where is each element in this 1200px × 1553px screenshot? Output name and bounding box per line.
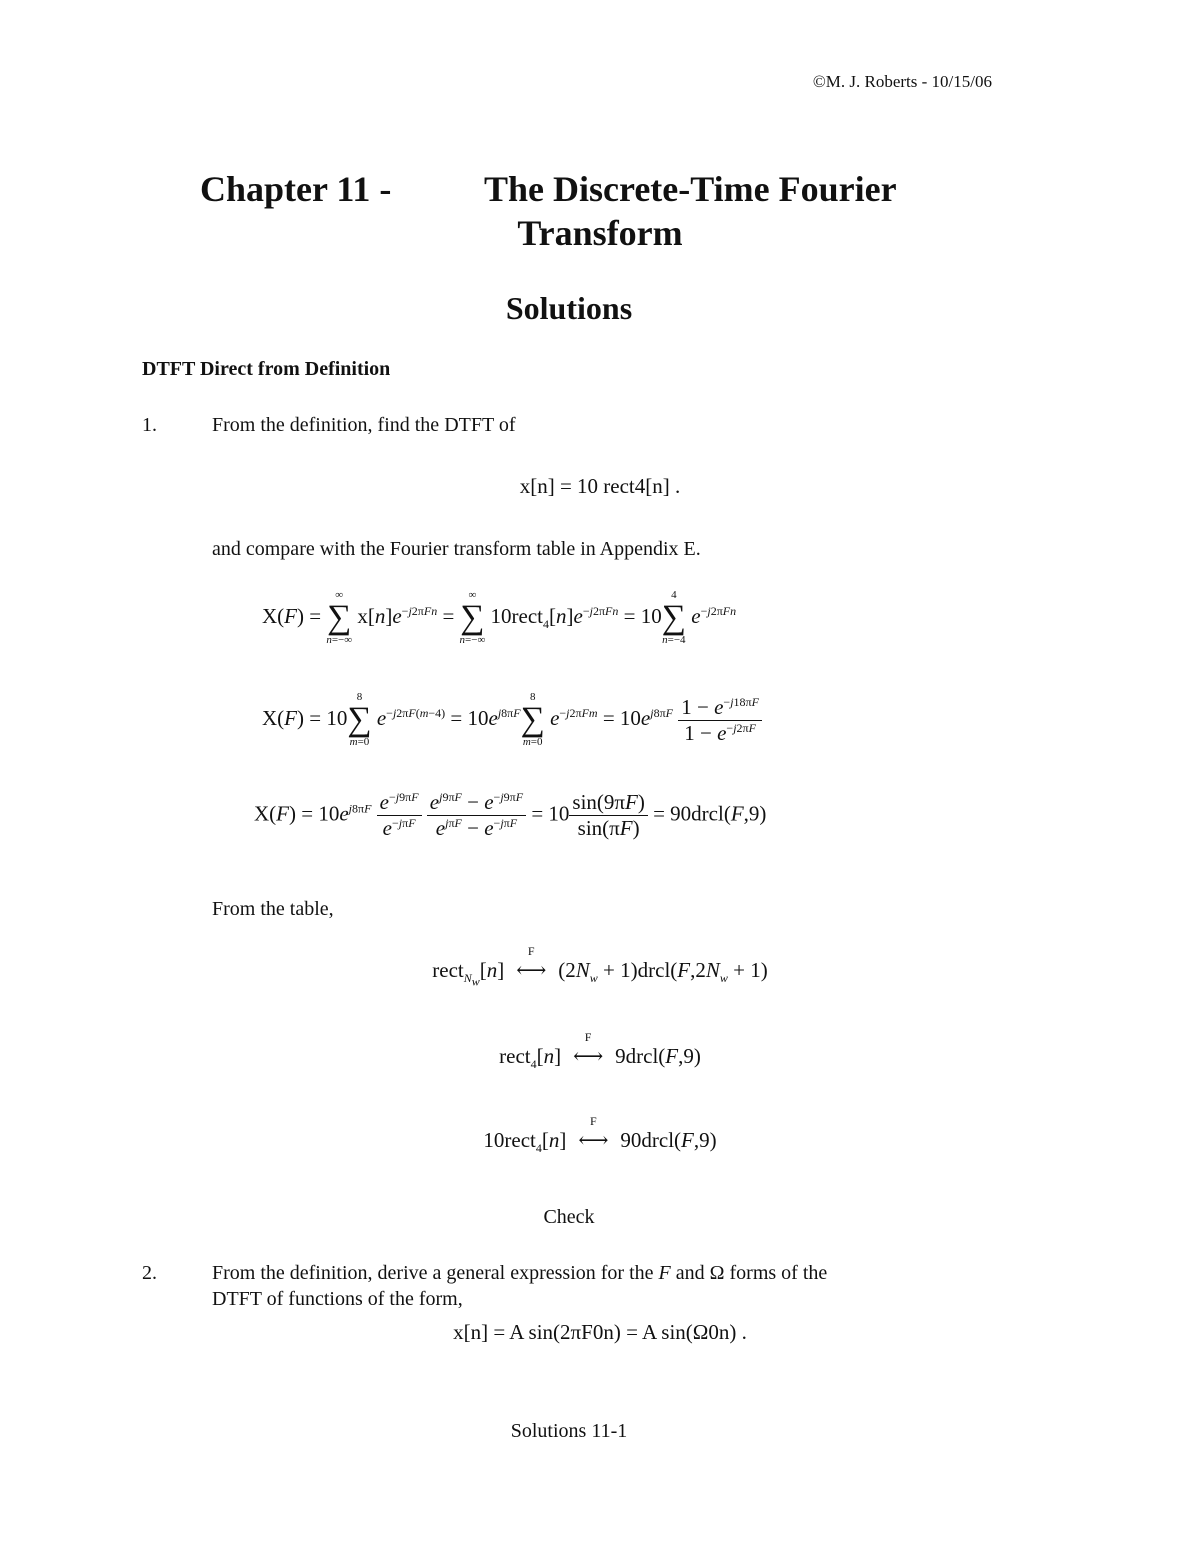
check-label: Check: [543, 1206, 595, 1228]
problem-2-text-and: and: [675, 1262, 705, 1284]
copyright-notice: ©M. J. Roberts - 10/15/06: [812, 72, 992, 91]
page-footer: Solutions 11-1: [510, 1420, 628, 1442]
chapter-title-line2: Transform: [517, 213, 683, 253]
section-heading: DTFT Direct from Definition: [142, 358, 391, 380]
problem-1-equation: x[n] = 10 rect4[n] .: [519, 474, 681, 498]
dtft-equation-2: X(F) = 10 8 ∑ m=0 $e^{-j2\pi F(m-4)} = 10e^{j8\pi F}$ 8 ∑ m=0 $e^{-j2\pi Fm} = 10e^{j8\pi F}$ $\frac{1 - e^{-j18\pi F}}{1 - e^{-j2\pi F}}$: [262, 692, 762, 748]
dtft-equation-1: X(F) = ∞ ∑ n=−∞ $x[n]e^{-j2\pi Fn}$ = ∞ ∑ n=−∞ $10rect_4[n]e^{-j2\pi Fn} = 10$ 4 ∑ n=−4 $e^{-j2\pi Fn}$: [262, 589, 737, 646]
chapter-title-line1: The Discrete-Time Fourier: [484, 169, 897, 209]
table-pair-10rect4: 10rect$_4$[n] F ⟷ 90drcl(F,9): [483, 1114, 717, 1156]
problem-2-equation: x[n] = A sin(2πF0n) = A sin(Ω0n) .: [453, 1320, 747, 1344]
problem-2-text-a: From the definition, derive a general expression for the: [212, 1262, 654, 1284]
table-pair-general: rect$_{N_w}$[n] F ⟷ ($2N_w$ + $1)drcl(F,2N_w + 1)$: [432, 944, 768, 989]
problem-1-compare-text: and compare with the Fourier transform table in Appendix E.: [212, 538, 701, 560]
dtft-equation-3: $X(F) = 10e^{j8\pi F}$ $\frac{e^{-j9\pi F}}{e^{-j\pi F}}$ $\frac{e^{j9\pi F} - e^{-j9\pi F}}{e^{j\pi F} - e^{-j\pi F}}$ = 10 $\frac{\sin(9\pi F)}{\sin(\pi F)}$ = 90drcl(F,9): [254, 790, 767, 840]
problem-2-text-F: F: [658, 1262, 671, 1284]
problem-1-number: 1.: [142, 414, 157, 436]
page-subtitle: Solutions: [505, 290, 633, 326]
table-pair-rect4: rect$_4$[n] F ⟷ 9drcl(F,9): [499, 1030, 701, 1072]
chapter-number: Chapter 11 -: [200, 169, 392, 209]
problem-1-text: From the definition, find the DTFT of: [212, 414, 516, 436]
problem-2-text-b: forms of the: [729, 1262, 828, 1284]
problem-2-text-omega: Ω: [709, 1262, 725, 1284]
table-intro: From the table,: [212, 898, 334, 920]
problem-2-number: 2.: [142, 1262, 157, 1284]
problem-2-text-c: DTFT of functions of the form,: [212, 1288, 463, 1310]
problem-2-text: [212, 1262, 998, 1285]
